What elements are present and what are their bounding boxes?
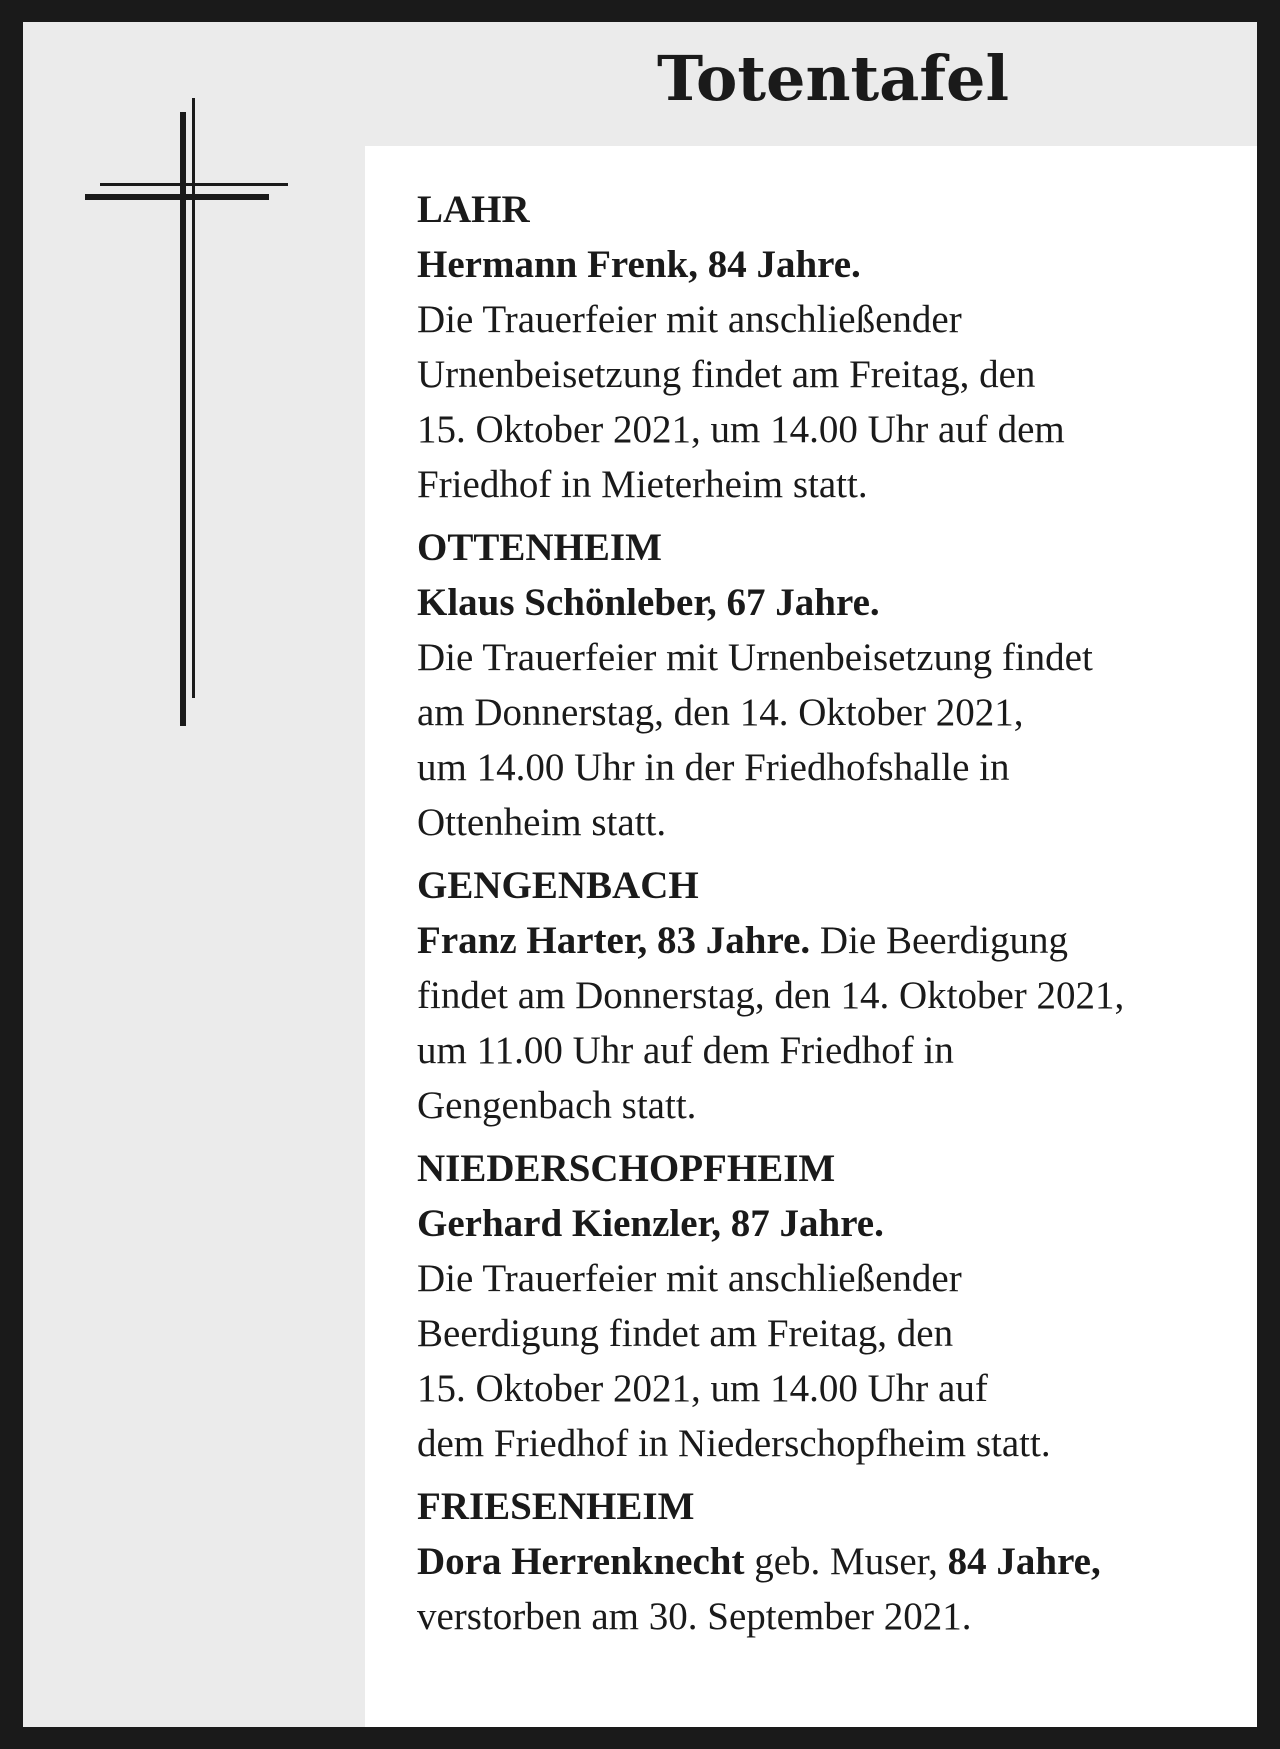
- entry-name: Gerhard Kienzler, 87 Jahre.: [417, 1202, 884, 1245]
- entry-name: Franz Harter, 83 Jahre.: [417, 919, 811, 962]
- cross-front-vertical: [180, 112, 186, 726]
- entry-lahr: [417, 182, 1237, 512]
- entry-place: OTTENHEIM: [417, 526, 662, 569]
- entry-text-line: dem Friedhof in Niederschopfheim statt.: [417, 1422, 1051, 1465]
- content-panel: [365, 146, 1257, 1727]
- entry-text-line: Beerdigung findet am Freitag, den: [417, 1312, 954, 1355]
- entry-text-line: Die Trauerfeier mit Urnenbeisetzung findet: [417, 636, 1093, 679]
- entry-text-line: verstorben am 30. September 2021.: [417, 1595, 972, 1638]
- entry-maiden-name: geb. Muser,: [744, 1540, 948, 1583]
- entry-name-rest: Die Beerdigung: [810, 919, 1068, 962]
- entry-ottenheim: [417, 520, 1237, 850]
- entry-niederschopfheim: [417, 1141, 1237, 1471]
- cross-back-horizontal: [100, 183, 288, 186]
- entry-name: Hermann Frenk, 84 Jahre.: [417, 243, 861, 286]
- entry-place: NIEDERSCHOPFHEIM: [417, 1147, 836, 1190]
- entry-gengenbach: [417, 858, 1237, 1133]
- entry-text-line: um 14.00 Uhr in der Friedhofshalle in: [417, 746, 1010, 789]
- entry-place: LAHR: [417, 188, 530, 231]
- entry-place: FRIESENHEIM: [417, 1485, 695, 1528]
- entry-text-line: Friedhof in Mieterheim statt.: [417, 463, 868, 506]
- entry-text-line: am Donnerstag, den 14. Oktober 2021,: [417, 691, 1024, 734]
- entry-text-line: Die Trauerfeier mit anschließender: [417, 1257, 962, 1300]
- cross-icon: [83, 74, 293, 774]
- entry-text-line: 15. Oktober 2021, um 14.00 Uhr auf dem: [417, 408, 1065, 451]
- entry-text-line: Urnenbeisetzung findet am Freitag, den: [417, 353, 1036, 396]
- entries-list: [417, 182, 1237, 1652]
- entry-name-line: [417, 1534, 1237, 1589]
- entry-place: GENGENBACH: [417, 864, 699, 907]
- entry-text-line: Ottenheim statt.: [417, 801, 667, 844]
- entry-text-line: Die Trauerfeier mit anschließender: [417, 298, 962, 341]
- obituary-frame: [23, 22, 1257, 1727]
- entry-text-line: Gengenbach statt.: [417, 1084, 697, 1127]
- entry-text-line: um 11.00 Uhr auf dem Friedhof in: [417, 1029, 954, 1072]
- entry-text-line: 15. Oktober 2021, um 14.00 Uhr auf: [417, 1367, 988, 1410]
- entry-text-line: findet am Donnerstag, den 14. Oktober 2021,: [417, 974, 1125, 1017]
- page-title: Totentafel: [656, 42, 1010, 115]
- cross-front-horizontal: [85, 194, 269, 200]
- cross-back-vertical: [192, 98, 195, 698]
- entry-name-line: [417, 913, 1237, 968]
- entry-name: Klaus Schönleber, 67 Jahre.: [417, 581, 880, 624]
- entry-age: 84 Jahre,: [947, 1540, 1101, 1583]
- entry-name: Dora Herrenknecht: [417, 1540, 745, 1583]
- entry-friesenheim: [417, 1479, 1237, 1644]
